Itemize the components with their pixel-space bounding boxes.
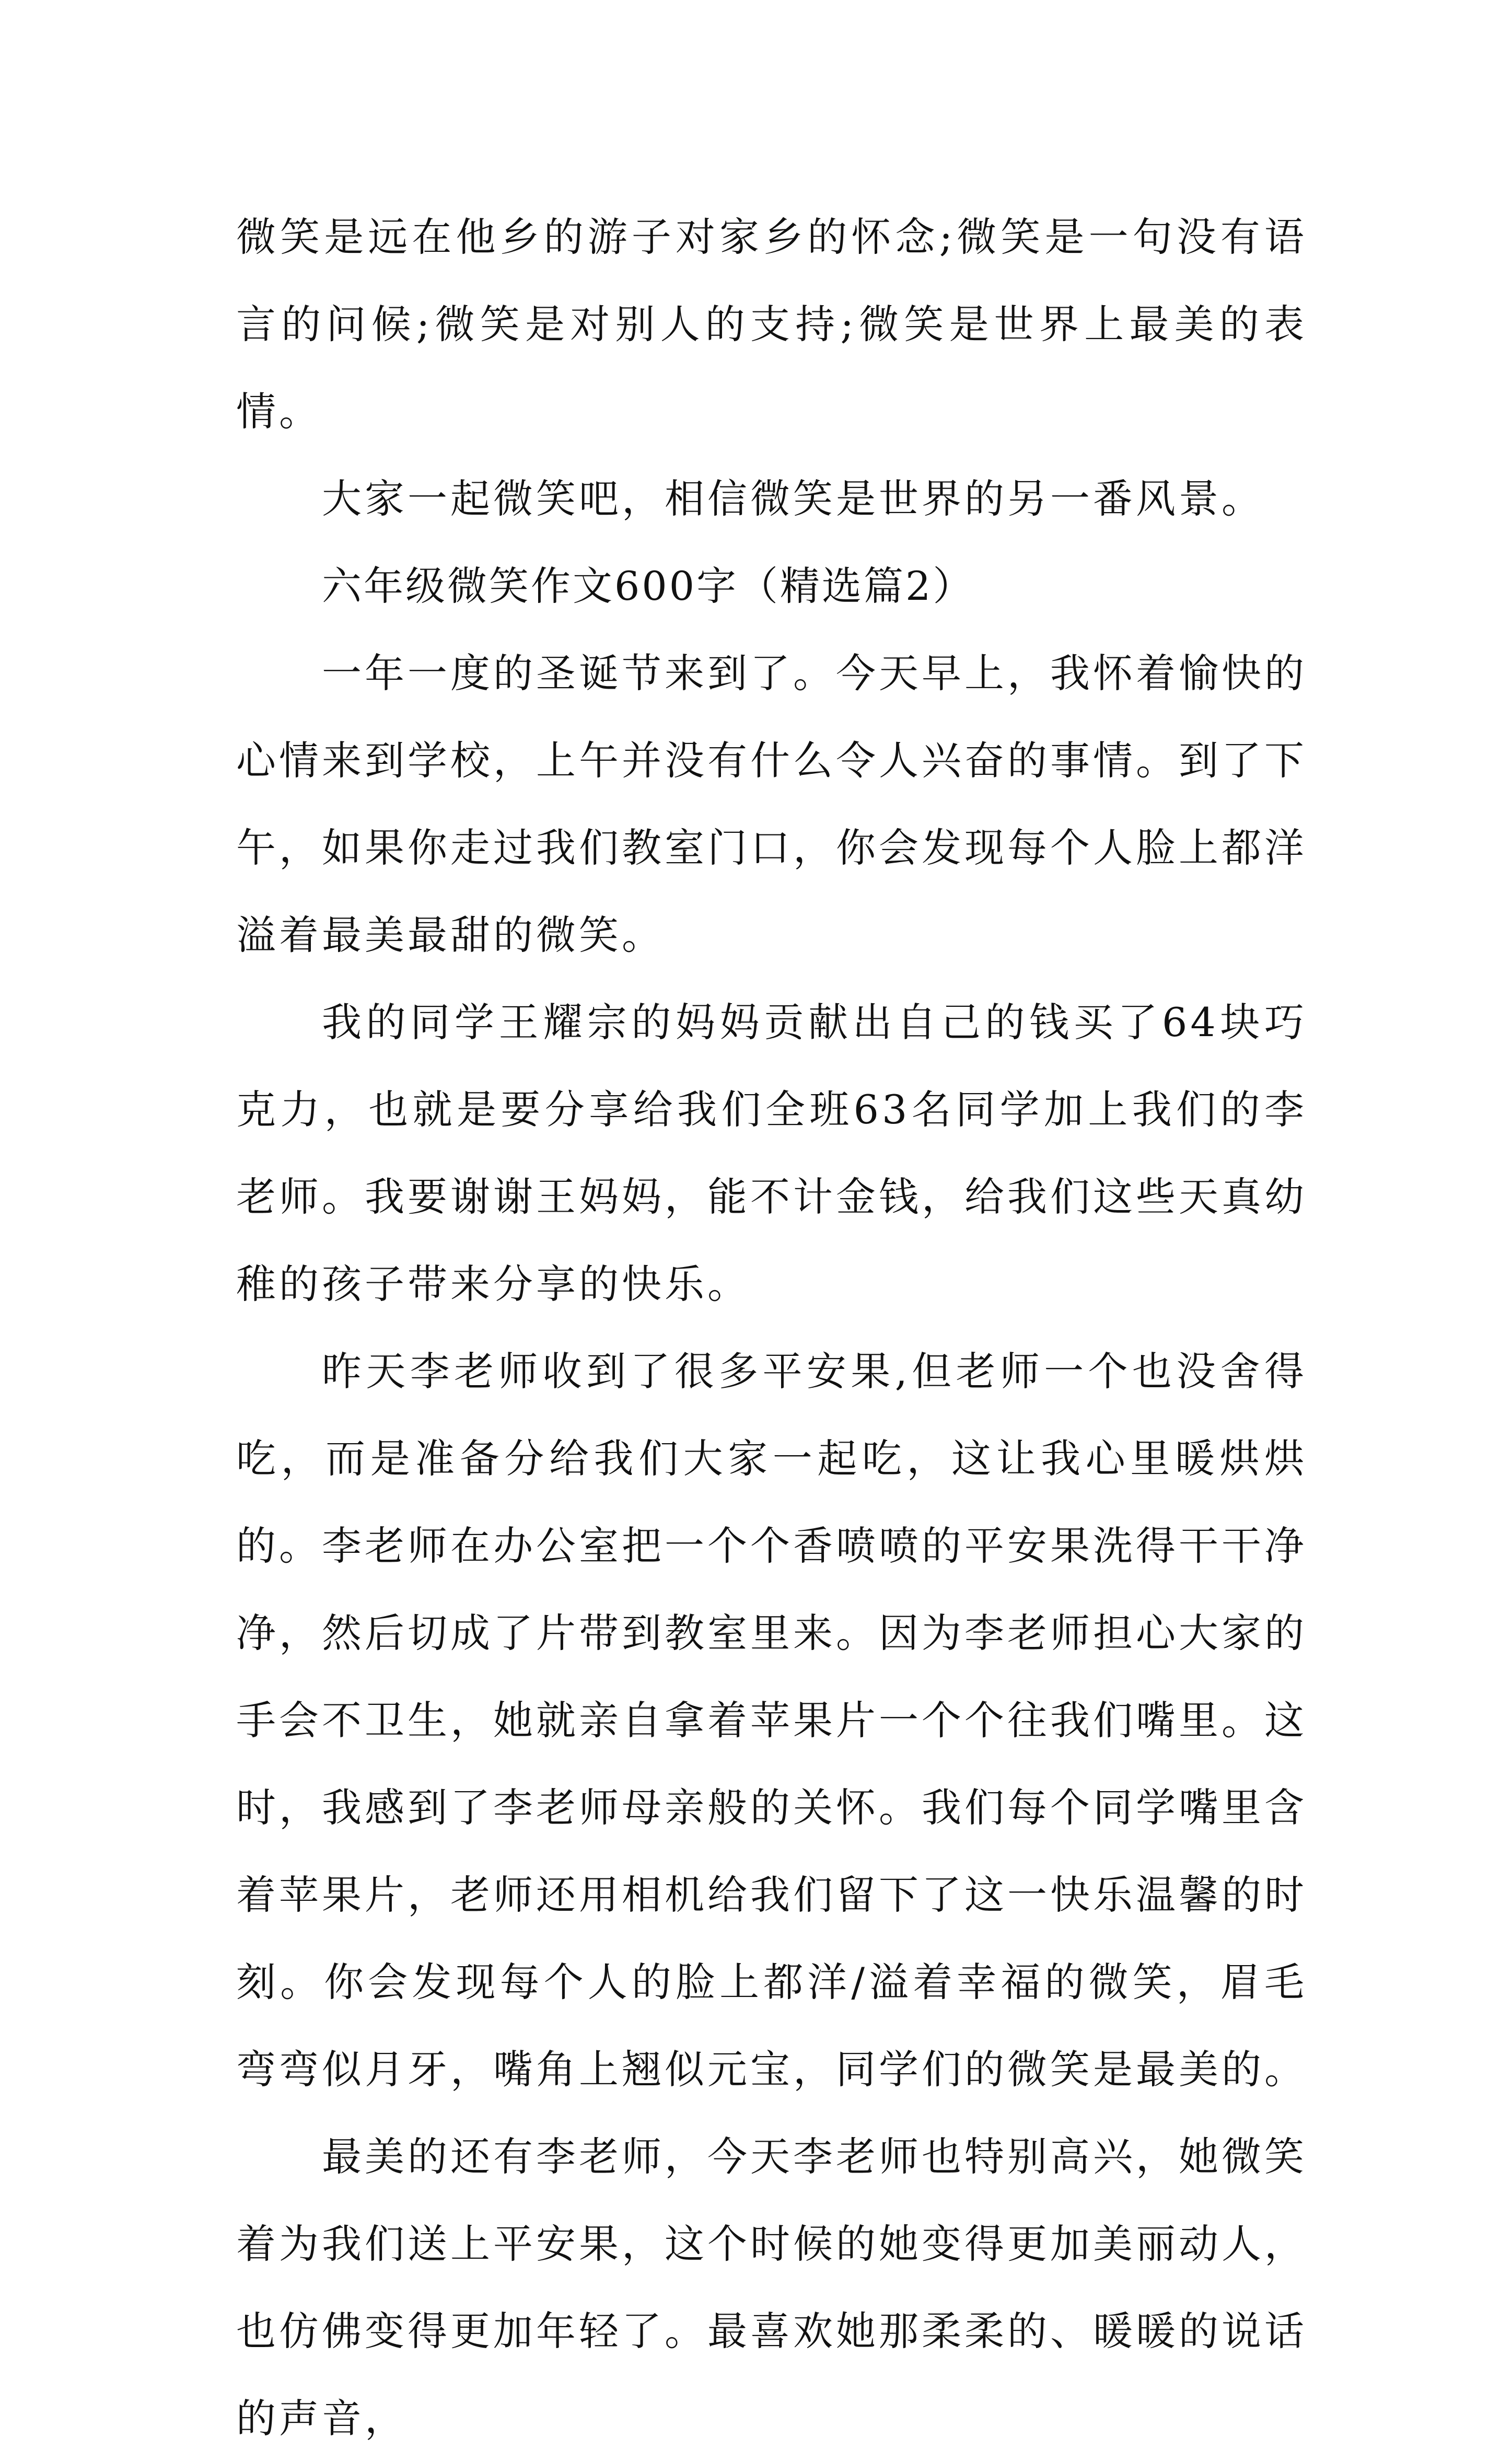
document-body: [236, 193, 1307, 2462]
paragraph-1: 微笑是远在他乡的游子对家乡的怀念;微笑是一句没有语言的问候;微笑是对别人的支持;微笑是世界上最美的表情。: [236, 214, 1307, 435]
paragraph-4: 我的同学王耀宗的妈妈贡献出自己的钱买了64块巧克力，也就是要分享给我们全班63名同学加上我们的李老师。我要谢谢王妈妈，能不计金钱，给我们这些天真幼稚的孩子带来分享的快乐。: [236, 999, 1307, 1307]
paragraph-5: 昨天李老师收到了很多平安果,但老师一个也没舍得吃，而是准备分给我们大家一起吃，这让我心里暖烘烘的。李老师在办公室把一个个香喷喷的平安果洗得干干净净，然后切成了片带到教室里来。因为李老师担心大家的手会不卫生，她就亲自拿着苹果片一个个往我们嘴里。这时，我感到了李老师母亲般的关怀。我们每个同学嘴里含着苹果片，老师还用相机给我们留下了这一快乐温馨的时刻。你会发现每个人的脸上都洋/溢着幸福的微笑，眉毛弯弯似月牙，嘴角上翘似元宝，同学们的微笑是最美的。: [236, 1348, 1307, 2093]
paragraph-3: 一年一度的圣诞节来到了。今天早上，我怀着愉快的心情来到学校，上午并没有什么令人兴奋的事情。到了下午，如果你走过我们教室门口，你会发现每个人脸上都洋溢着最美最甜的微笑。: [236, 650, 1307, 958]
paragraph-6: 最美的还有李老师，今天李老师也特别高兴，她微笑着为我们送上平安果，这个时候的她变得更加美丽动人，也仿佛变得更加年轻了。最喜欢她那柔柔的、暖暖的说话的声音，: [236, 2133, 1307, 2442]
section-heading: 六年级微笑作文600字（精选篇2）: [322, 563, 975, 609]
paragraph-2: 大家一起微笑吧，相信微笑是世界的另一番风景。: [322, 475, 1264, 522]
